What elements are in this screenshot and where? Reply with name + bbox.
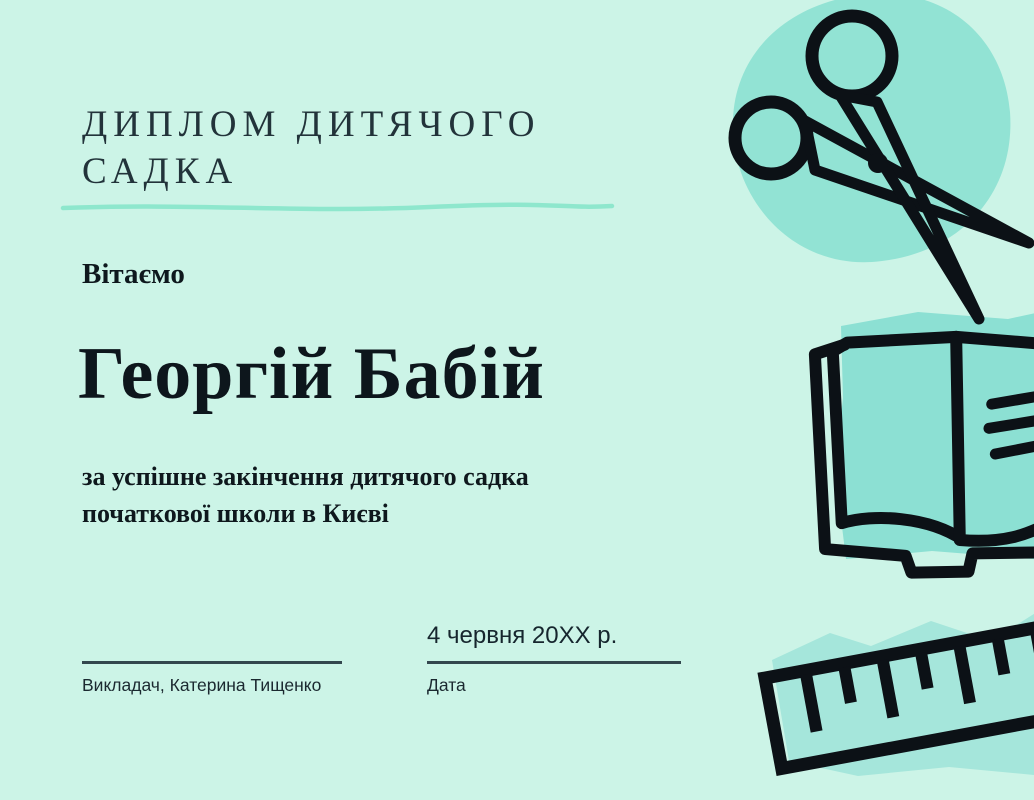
signature-line	[82, 661, 342, 664]
certificate-title-line2: САДКА	[82, 150, 239, 192]
title-divider	[63, 205, 612, 209]
certificate-title	[82, 102, 582, 195]
greeting-text: Вітаємо	[82, 258, 185, 290]
award-description-line1: за успішне закінчення дитячого садка	[82, 462, 529, 491]
award-description-line2: початкової школи в Києві	[82, 499, 389, 528]
certificate-title-line1: ДИПЛОМ ДИТЯЧОГО	[82, 104, 541, 145]
date-value: 4 червня 20XX р.	[427, 622, 618, 649]
date-line	[427, 661, 681, 664]
signature-label: Викладач, Катерина Тищенко	[82, 675, 322, 695]
date-label: Дата	[427, 675, 466, 695]
award-description	[82, 458, 602, 532]
recipient-name: Георгій Бабій	[78, 333, 545, 415]
